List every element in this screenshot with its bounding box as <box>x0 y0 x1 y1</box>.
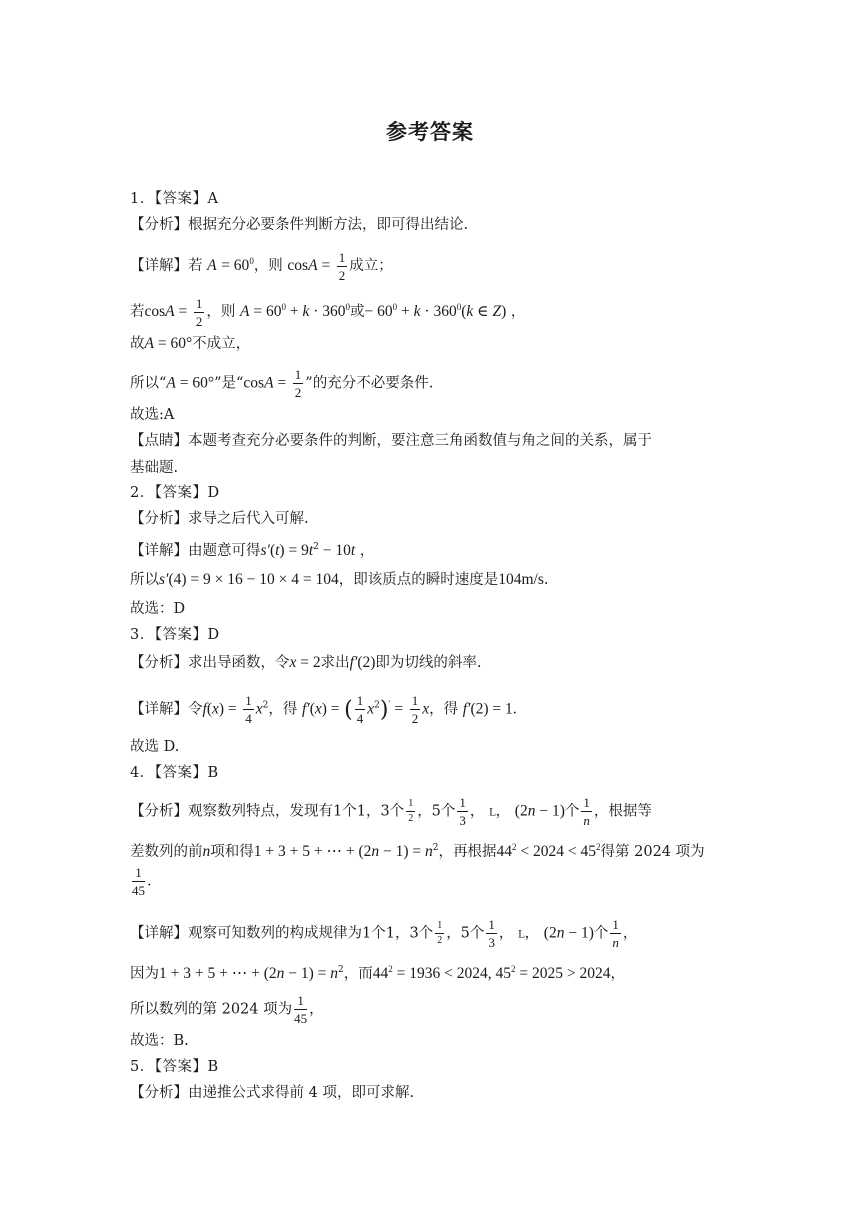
q2-choice: 故选：D <box>130 601 186 617</box>
q2-analysis: 【分析】求导之后代入可解. <box>130 511 309 527</box>
q1-detail-line2: 若cosA = $\frac{1}{2}$ ，则 $A = 60^0 + k \cdot 360^0$或− $60^0 + k \cdot 360^0(k$ ∈ Z) ， <box>130 295 526 329</box>
q1-conclusion: 所以“A = 60°”是“cosA = $\frac{1}{2}$ ”的充分不必要条件. <box>130 367 434 400</box>
q3-choice: 故选 D. <box>130 739 180 755</box>
q4-analysis-line2: 差数列的前n项和得1 + 3 + 5 + ⋯ + $(2n - 1) = n^2$，再根据$44^2 < 2024 < 45^2$得第 2024 项为 <box>130 842 705 860</box>
q2-answer: 2．【答案】D <box>130 485 220 501</box>
q4-detail-line3: 所以数列的第 2024 项为 $\frac{1}{45}$ ， <box>130 993 324 1026</box>
q4-analysis: 【分析】观察数列特点，发现有1个1，3个 $\frac{1}{2}$ ，5个 $\frac{1}{3}$ ， L， (2n − 1)个 $\frac{1}{n}$ ，根据等 <box>130 795 652 828</box>
q4-analysis-line3: $\frac{1}{45}$ . <box>132 865 152 898</box>
q1-choice: 故选:A <box>130 407 175 423</box>
q1-comment-line2: 基础题. <box>130 460 179 476</box>
q2-detail-line2: 所以s′(4) = 9 × 16 − 10 × 4 = 104，即该质点的瞬时速度是104m/s. <box>130 571 549 588</box>
q1-comment: 【点睛】本题考查充分必要条件的判断，要注意三角函数值与角之间的关系，属于 <box>130 433 652 449</box>
q3-detail: 【详解】令f(x) = $\frac{1}{4}$ $x^2$，得 f′(x) = ( $\frac{1}{4}$ $x^2)'$ = $\frac{1}{2}$ x，得 f′(2) = 1. <box>130 693 517 726</box>
q1-analysis: 【分析】根据充分必要条件判断方法，即可得出结论. <box>130 217 469 233</box>
q5-answer: 5．【答案】B <box>130 1059 219 1075</box>
page-title: 参考答案 <box>386 120 474 144</box>
q1-detail-line3: 故A = 60°不成立， <box>130 335 251 352</box>
q1-answer: 1．【答案】A <box>130 191 219 207</box>
q2-detail: 【详解】由题意可得$s'(t) = 9t^2 - 10t$ ， <box>130 542 375 559</box>
q5-analysis: 【分析】由递推公式求得前 4 项，即可求解. <box>130 1085 415 1101</box>
q3-analysis: 【分析】求出导函数，令x = 2求出f′(2)即为切线的斜率. <box>130 654 482 671</box>
q4-answer: 4．【答案】B <box>130 765 219 781</box>
q4-choice: 故选：B. <box>130 1033 189 1049</box>
q3-answer: 3．【答案】D <box>130 627 220 643</box>
q4-detail-line2: 因为1 + 3 + 5 + ⋯ + $(2n - 1) = n^2$，而$44^2 = 1936 < 2024$, $45^2 = 2025 > 2024$， <box>130 964 625 982</box>
q4-detail: 【详解】观察可知数列的构成规律为1个1，3个 $\frac{1}{2}$ ，5个 $\frac{1}{3}$ ， L， (2n − 1)个 $\frac{1}{n}$ ， <box>130 917 638 950</box>
q1-detail: 【详解】若 $A = 60^0$，则 cosA = $\frac{1}{2}$ 成立； <box>130 249 393 283</box>
